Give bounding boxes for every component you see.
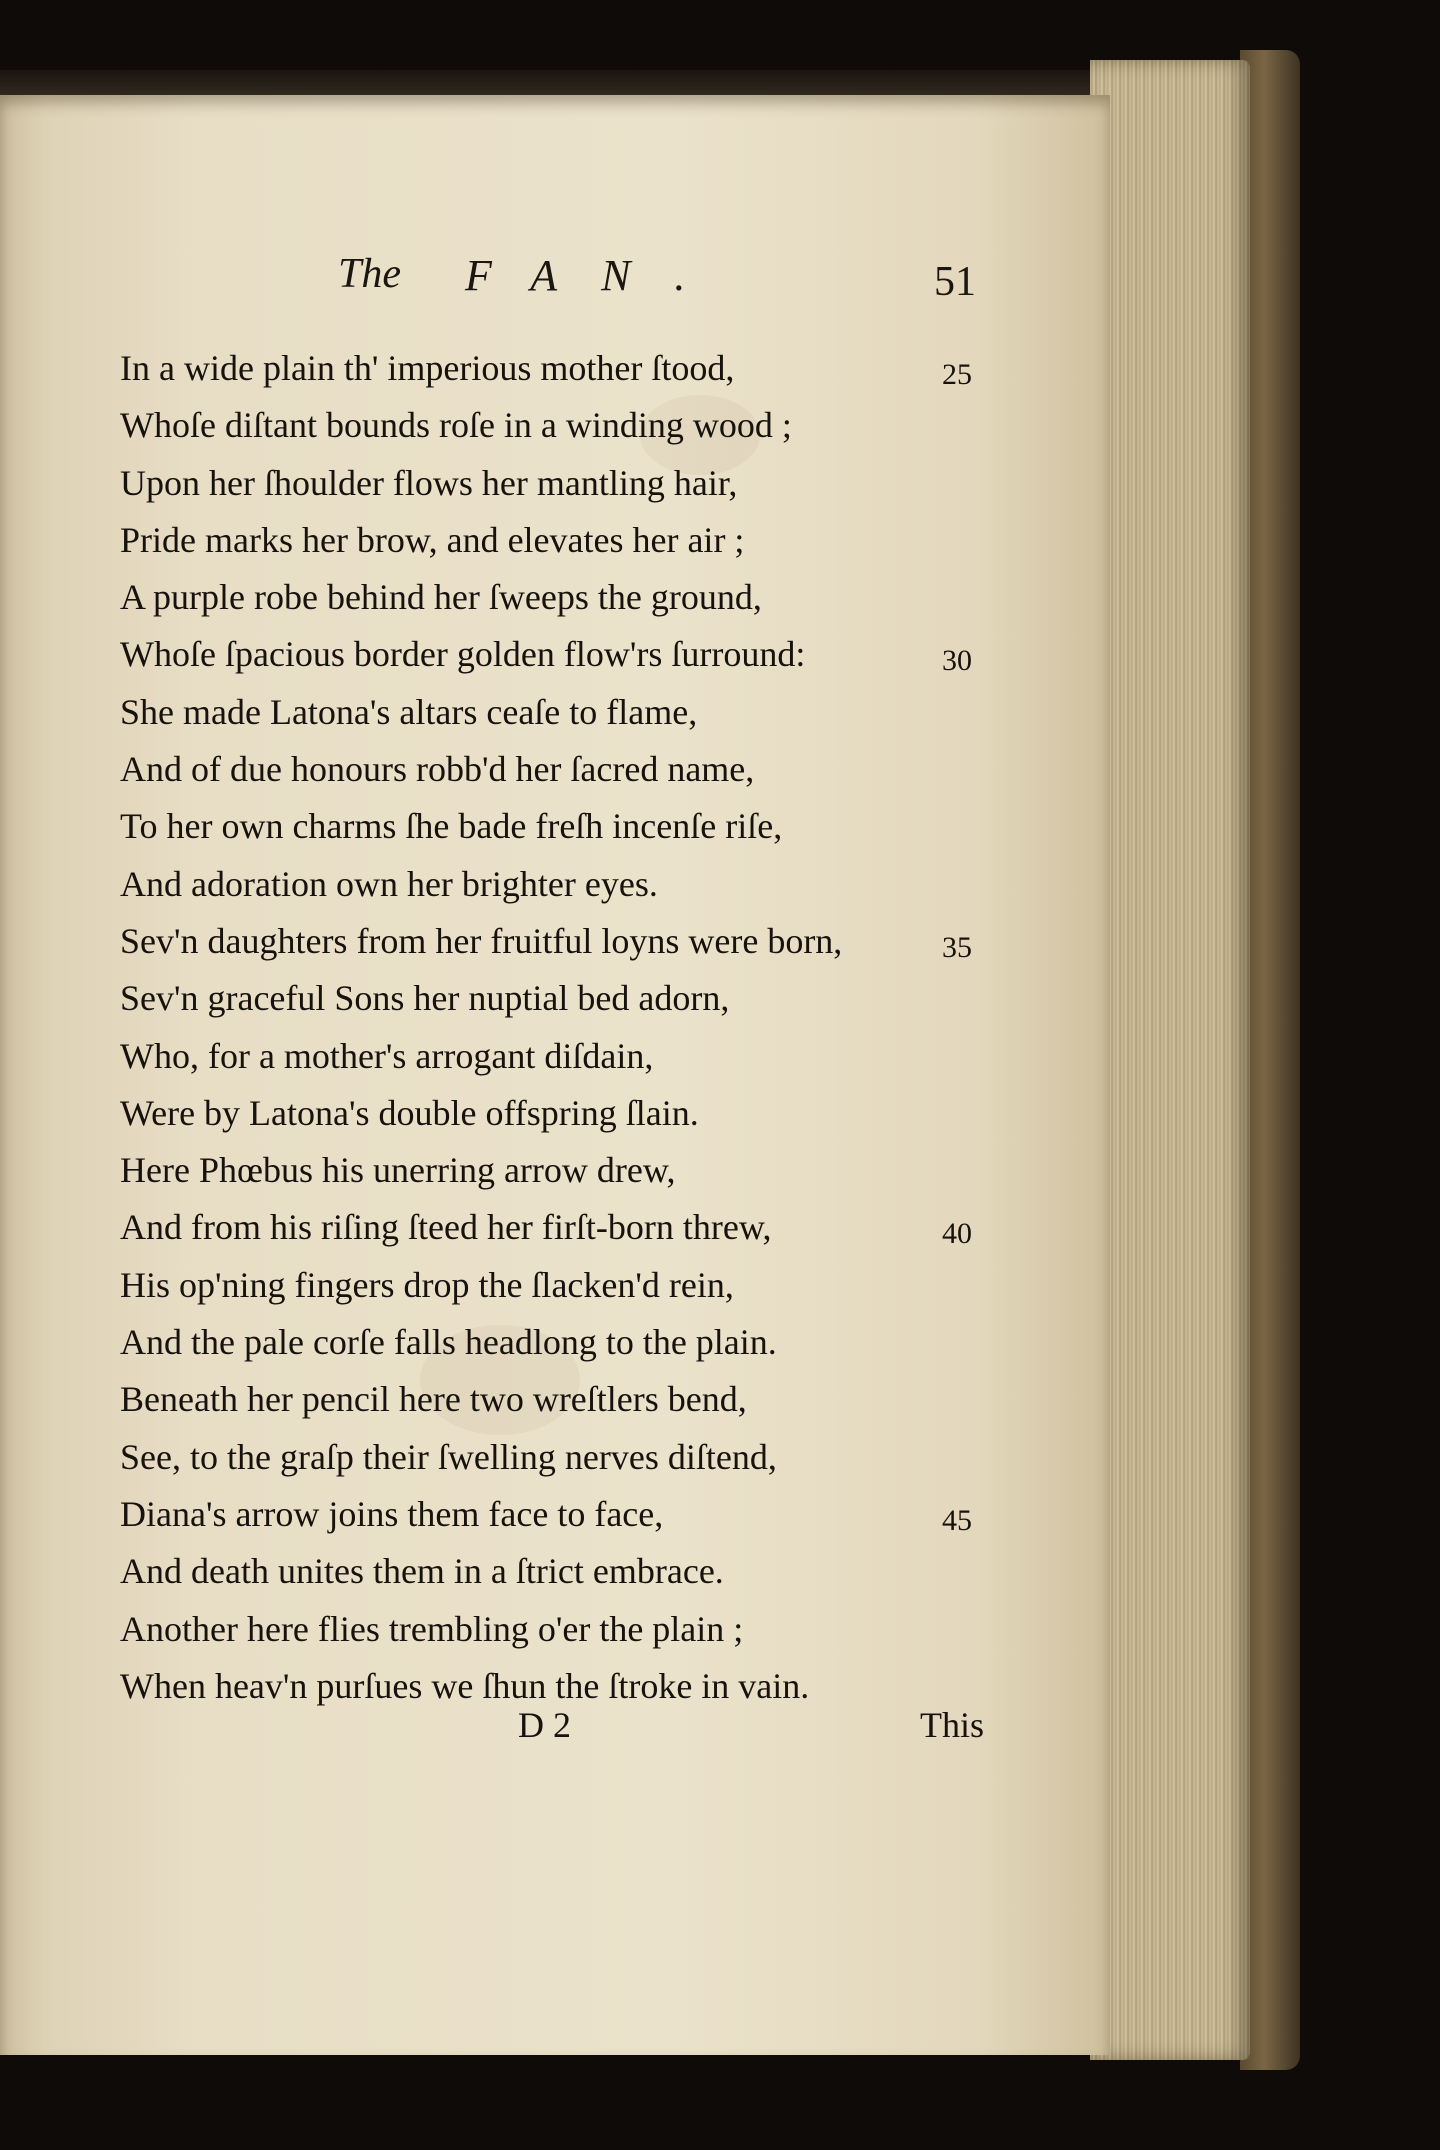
line-number: 40 bbox=[942, 1217, 972, 1251]
poem-line-text: Whoſe diſtant bounds roſe in a winding wood ; bbox=[120, 405, 792, 446]
poem-line-text: Here Phœbus his unerring arrow drew, bbox=[120, 1150, 676, 1191]
line-number: 45 bbox=[942, 1503, 972, 1537]
poem-line bbox=[120, 1142, 1060, 1199]
poem-line-text: And adoration own her brighter eyes. bbox=[120, 863, 658, 904]
poem-line bbox=[120, 741, 1060, 798]
signature-mark: D 2 bbox=[518, 1705, 571, 1745]
poem-line-text: His op'ning fingers drop the ſlacken'd rein, bbox=[120, 1264, 734, 1305]
poem-line-text: She made Latona's altars ceaſe to flame, bbox=[120, 691, 698, 732]
poem-line bbox=[120, 856, 1060, 913]
poem-line-text: In a wide plain th' imperious mother ſtood, bbox=[120, 348, 735, 388]
poem-line bbox=[120, 340, 1060, 397]
poem-line bbox=[120, 1543, 1060, 1600]
running-head-title: FAN. bbox=[465, 251, 730, 300]
poem-line bbox=[120, 1028, 1060, 1085]
poem-line bbox=[120, 455, 1060, 512]
poem-line-text: When heav'n purſues we ſhun the ſtroke in vain. bbox=[120, 1665, 810, 1706]
poem-line bbox=[120, 913, 1060, 970]
poem-line-text: Sev'n daughters from her fruitful loyns were born, bbox=[120, 920, 843, 961]
poem-line-text: Upon her ſhoulder flows her mantling hair, bbox=[120, 462, 738, 503]
poem-text bbox=[120, 340, 1060, 1715]
poem-line bbox=[120, 397, 1060, 454]
poem-line bbox=[120, 1429, 1060, 1486]
poem-line bbox=[120, 1601, 1060, 1658]
poem-line-text: Beneath her pencil here two wreſtlers bend, bbox=[120, 1379, 747, 1420]
poem-line-text: Pride marks her brow, and elevates her air ; bbox=[120, 519, 745, 560]
page-footer bbox=[0, 1704, 1110, 1764]
poem-line-text: And of due honours robb'd her ſacred name, bbox=[120, 749, 755, 790]
catchword: This bbox=[920, 1705, 985, 1745]
poem-line bbox=[120, 970, 1060, 1027]
poem-line bbox=[120, 684, 1060, 741]
line-number: 25 bbox=[942, 358, 972, 391]
poem-line-text: And the pale corſe falls headlong to the plain. bbox=[120, 1322, 777, 1363]
poem-line bbox=[120, 1257, 1060, 1314]
running-head-prefix: The bbox=[338, 251, 401, 297]
page-edges bbox=[1090, 60, 1250, 2060]
poem-line bbox=[120, 1486, 1060, 1543]
poem-line-text: Another here flies trembling o'er the plain ; bbox=[120, 1608, 744, 1649]
poem-line bbox=[120, 1199, 1060, 1256]
poem-line-text: Whoſe ſpacious border golden flow'rs ſurround: bbox=[120, 634, 806, 675]
poem-line-text: And death unites them in a ſtrict embrace. bbox=[120, 1551, 724, 1592]
poem-line bbox=[120, 626, 1060, 683]
poem-line bbox=[120, 569, 1060, 626]
page-number: 51 bbox=[934, 259, 976, 305]
poem-line bbox=[120, 1371, 1060, 1428]
poem-line-text: To her own charms ſhe bade freſh incenſe riſe, bbox=[120, 806, 783, 847]
poem-line-text: A purple robe behind her ſweeps the ground, bbox=[120, 577, 762, 618]
poem-line bbox=[120, 798, 1060, 855]
line-number: 35 bbox=[942, 930, 972, 964]
poem-line-text: Diana's arrow joins them face to face, bbox=[120, 1493, 664, 1534]
running-head bbox=[0, 250, 1110, 320]
poem-line-text: Were by Latona's double offspring ſlain. bbox=[120, 1092, 699, 1133]
poem-line bbox=[120, 512, 1060, 569]
poem-line-text: And from his riſing ſteed her firſt-born threw, bbox=[120, 1207, 772, 1248]
line-number: 30 bbox=[942, 644, 972, 678]
poem-line-text: Sev'n graceful Sons her nuptial bed adorn, bbox=[120, 978, 730, 1019]
poem-line-text: See, to the graſp their ſwelling nerves diſtend, bbox=[120, 1436, 777, 1477]
poem-line bbox=[120, 1314, 1060, 1371]
poem-line bbox=[120, 1085, 1060, 1142]
poem-line-text: Who, for a mother's arrogant diſdain, bbox=[120, 1035, 654, 1076]
